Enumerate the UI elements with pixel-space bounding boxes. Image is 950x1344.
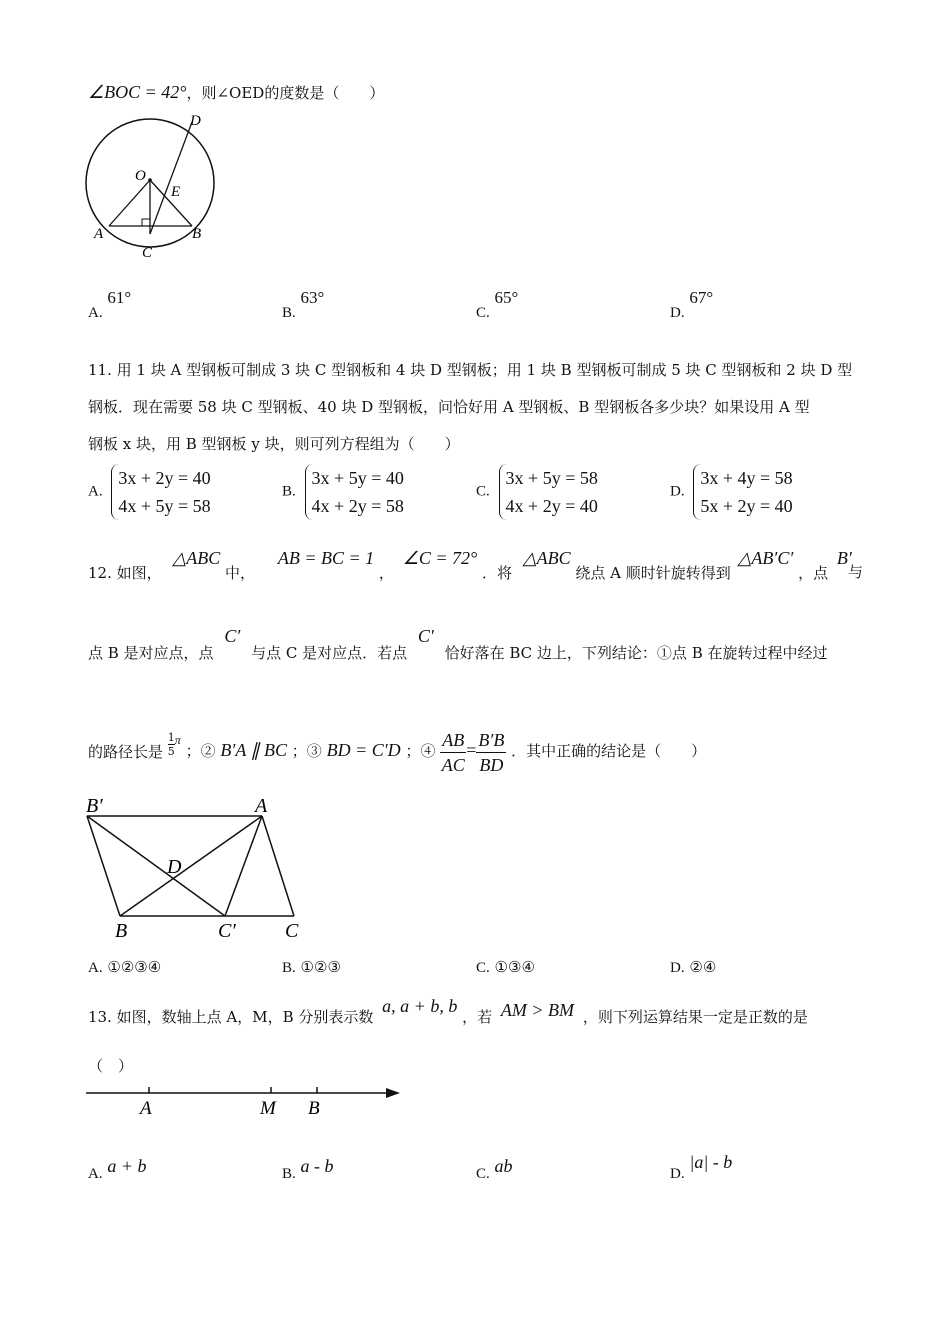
q13-label-A: A [140, 1098, 152, 1119]
q12-label-C: C [285, 920, 299, 942]
q11-stem-line1: 11. 用 1 块 A 型钢板可制成 3 块 C 型钢板和 4 块 D 型钢板；用 1 块 B 型钢板可制成 5 块 C 型钢板和 2 块 D 型 [88, 361, 853, 379]
q10-option-b[interactable]: B. 63° [282, 288, 325, 321]
q12-ratio-left: $\frac{AB}{AC}$ [441, 729, 465, 775]
q12-parallel-condition: B′A ∥ BC [220, 740, 287, 760]
q12-parallelogram-figure [82, 794, 312, 944]
q13-option-b[interactable]: B. a - b [282, 1156, 334, 1182]
q11-option-a[interactable]: A. 3x + 2y = 40 4x + 5y = 58 [88, 464, 211, 520]
q12-label-A: A [255, 795, 268, 817]
q11-option-d[interactable]: D. 3x + 4y = 58 5x + 2y = 40 [670, 464, 793, 520]
q12-label-B: B [115, 920, 128, 942]
q10-angle-condition: ∠BOC = 42° [88, 82, 187, 102]
q12-ratio-right: $\frac{B'B}{BD}$ [478, 729, 505, 775]
q11-option-c-system: 3x + 5y = 58 4x + 2y = 40 [499, 464, 598, 520]
q13-number-line [84, 1080, 414, 1120]
q13-label-B: B [308, 1098, 320, 1119]
q12-option-b[interactable]: B. ①②③ [282, 958, 341, 976]
q13-label-M: M [260, 1098, 276, 1119]
q12-angle-condition: ∠C = 72° [402, 548, 478, 568]
q12-option-d[interactable]: D. ②④ [670, 958, 717, 976]
q13-option-c[interactable]: C. ab [476, 1156, 513, 1182]
q10-option-d[interactable]: D. 67° [670, 288, 714, 321]
q12-side-condition: AB = BC = 1 [277, 548, 375, 568]
q12-option-a[interactable]: A. ①②③④ [88, 958, 162, 976]
q12-equal-segments: BD = C′D [326, 740, 401, 760]
arrow-right-icon [386, 1088, 400, 1098]
q10-label-C: C [142, 245, 153, 261]
q13-stem-line1: 13. 如图，数轴上点 A，M，B 分别表示数 a, a + b, b ，若 AM > BM ，则下列运算结果一定是正数的是 [88, 996, 808, 1026]
q10-stem-text: ，则∠OED的度数是（ ） [186, 84, 385, 102]
q11-option-b-system: 3x + 5y = 40 4x + 2y = 58 [305, 464, 404, 520]
q11-option-a-system: 3x + 2y = 40 4x + 5y = 58 [111, 464, 210, 520]
q13-condition: AM > BM [500, 1000, 575, 1020]
q12-triangle-abc: △ABC [172, 548, 221, 568]
q13-option-a[interactable]: A. a + b [88, 1156, 147, 1182]
q10-option-a[interactable]: A. 61° [88, 288, 132, 321]
q10-stem [88, 82, 384, 103]
q13-stem-line2: （ ） [88, 1057, 134, 1075]
q12-label-Bprime: B′ [86, 795, 103, 817]
q10-label-D: D [190, 113, 201, 129]
q12-stem-line3: 的路径长是 $\frac{1}{5}$ $^\pi$ ；② B′A ∥ BC ；③ BD = C′D ；④ $\frac{AB}{AC}$ = $\frac{B'B}{BD}$ ．其中正确的结论是（ ） [88, 729, 707, 775]
q13-point-values: a, a + b, b [382, 996, 458, 1016]
q10-label-B: B [192, 226, 202, 242]
q12-label-D: D [167, 856, 182, 878]
q12-option-c[interactable]: C. ①③④ [476, 958, 535, 976]
q12-path-fraction: $\frac{1}{5}$ [167, 730, 175, 758]
q12-stem-line1: 12. 如图， △ABC 中， AB = BC = 1 ， ∠C = 72° ．将 △ABC 绕点 A 顺时针旋转得到 △AB′C′ ，点 B′ 与 [88, 548, 863, 582]
q12-stem-line2: 点 B 是对应点，点 C′ 与点 C 是对应点．若点 C′ 恰好落在 BC 边上，下列结论：①点 B 在旋转过程中经过 [88, 626, 828, 662]
q10-option-c[interactable]: C. 65° [476, 288, 519, 321]
q10-circle-figure [82, 108, 222, 268]
q10-label-O: O [135, 168, 146, 184]
q11-option-b[interactable]: B. 3x + 5y = 40 4x + 2y = 58 [282, 464, 404, 520]
q11-stem-line3: 钢板 x 块，用 B 型钢板 y 块，则可列方程组为（ ） [88, 435, 460, 453]
q11-stem-line2: 钢板．现在需要 58 块 C 型钢板、40 块 D 型钢板，问恰好用 A 型钢板、B 型钢板各多少块？如果设用 A 型 [88, 398, 810, 416]
q10-label-E: E [171, 184, 181, 200]
q10-label-A: A [94, 226, 104, 242]
q12-rotated-triangle: △AB′C′ [737, 548, 794, 568]
q11-option-c[interactable]: C. 3x + 5y = 58 4x + 2y = 40 [476, 464, 598, 520]
q12-label-Cprime: C′ [218, 920, 236, 942]
q13-option-d[interactable]: D. |a| - b [670, 1152, 733, 1182]
q11-option-d-system: 3x + 4y = 58 5x + 2y = 40 [693, 464, 792, 520]
